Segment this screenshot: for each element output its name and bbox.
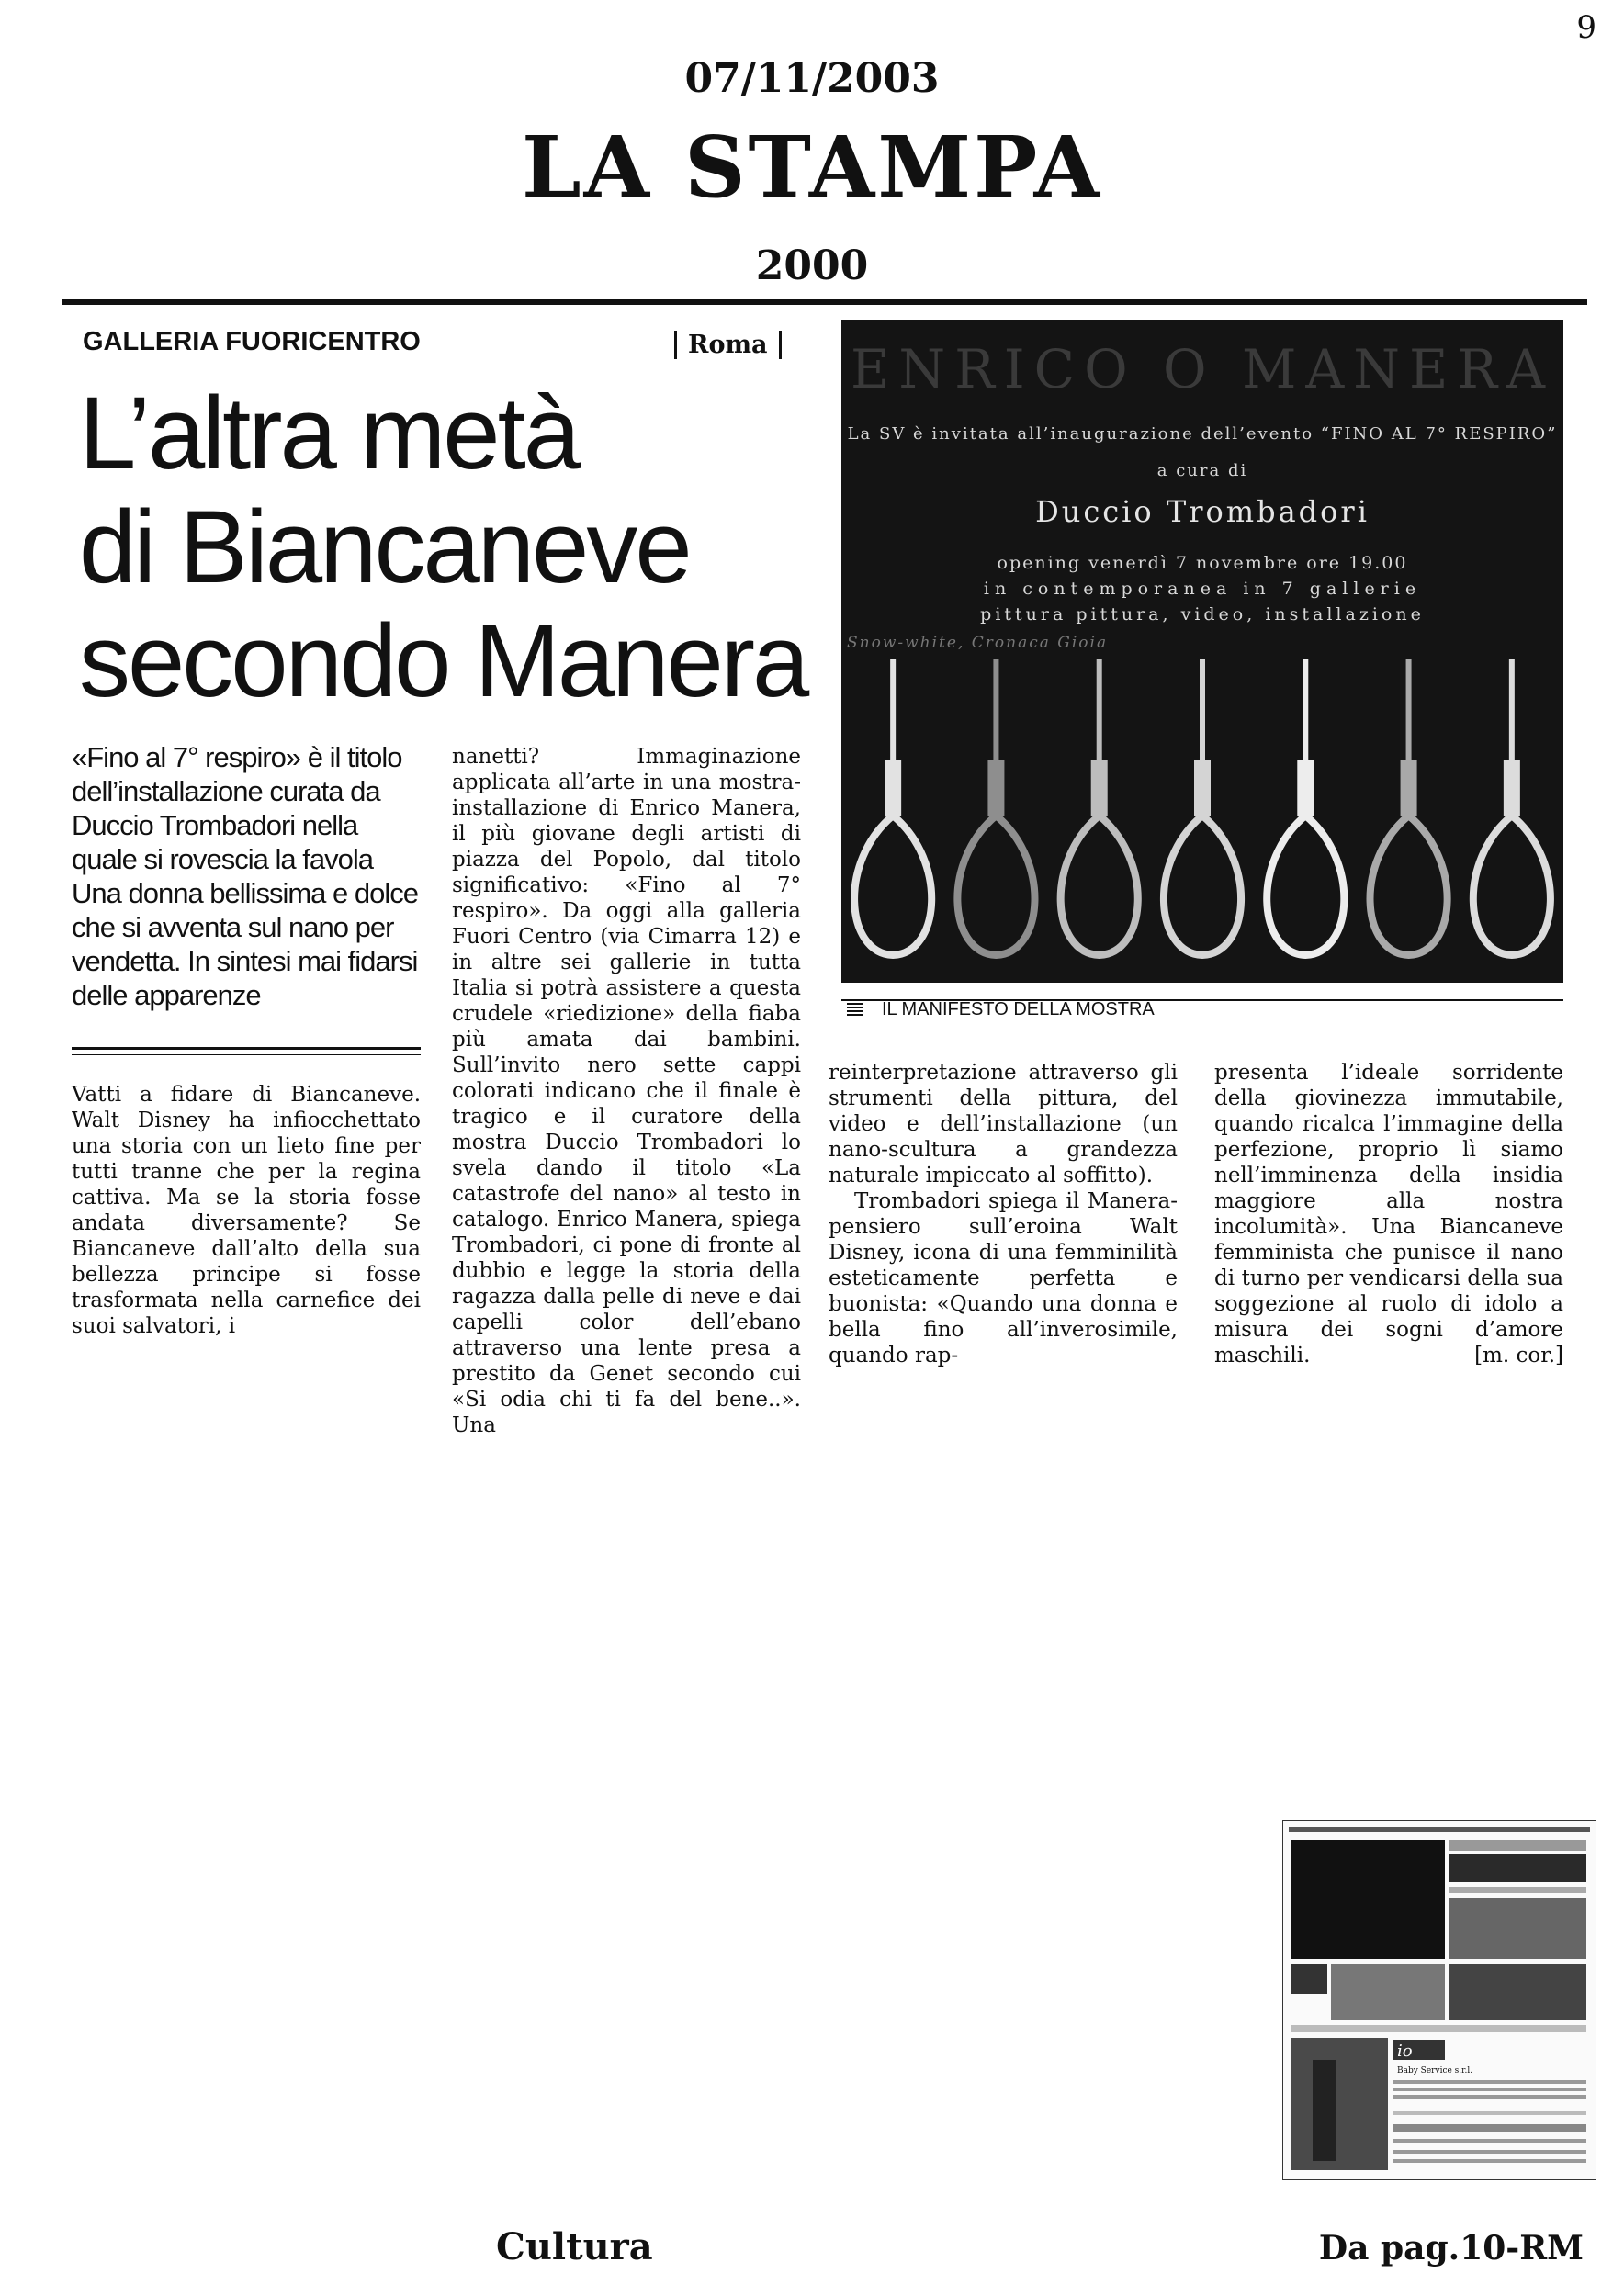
noose-shape bbox=[957, 659, 1034, 955]
noose-shape bbox=[1370, 659, 1448, 955]
headline-line: secondo Manera bbox=[79, 603, 807, 718]
header-rule bbox=[62, 299, 1587, 305]
body-paragraph: reinterpretazione attraverso gli strumenti della pittura, del video e dell’installazione (un nano-scultura a grandezza naturale impiccato al soffitto). bbox=[829, 1061, 1178, 1187]
nooses-illustration bbox=[841, 659, 1563, 983]
body-paragraph: Trombadori spiega il Manera-pensiero sull’eroina Walt Disney, icona di una femminilità esteticamente perfetta e buonista: «Quando una donna e bella fino all’inverosimile, quando rap- bbox=[829, 1189, 1178, 1367]
body-paragraph bbox=[1214, 1060, 1563, 1368]
poster-curator: Duccio Trombadori bbox=[1035, 494, 1370, 529]
article-lead: «Fino al 7° respiro» è il titolo dell’installazione curata da Duccio Trombadori nella quale si rovescia la favola Una donna bellissima e dolce che si avventa sul nano per vendetta. In sintesi mai fidarsi delle apparenze bbox=[72, 741, 418, 1011]
page-number: 9 bbox=[1576, 9, 1596, 46]
article-dateline: Roma bbox=[674, 331, 782, 359]
newspaper-masthead: LA STAMPA bbox=[521, 118, 1103, 217]
poster-media: pittura pittura, video, installazione bbox=[980, 604, 1425, 625]
body-column-1 bbox=[72, 1082, 421, 1339]
body-column-3 bbox=[829, 1060, 1178, 1368]
body-paragraph: Vatti a fidare di Biancaneve. Walt Disney ha infiocchettato una storia con un lieto fine per tutti tranne che per la regina cattiva. Ma se la storia fosse andata diversamente? Se Biancaneve dall’alto della sua bellezza principe si fosse trasformata nella carnefice dei suoi salvatori, i bbox=[72, 1083, 421, 1338]
thumbnail-company: Baby Service s.r.l. bbox=[1397, 2066, 1473, 2076]
noose-shape bbox=[854, 659, 931, 955]
publication-date: 07/11/2003 bbox=[684, 55, 940, 102]
edition-year: 2000 bbox=[755, 242, 869, 289]
article-kicker: GALLERIA FUORICENTRO bbox=[83, 327, 421, 356]
article-headline bbox=[79, 377, 841, 718]
poster-opening: opening venerdì 7 novembre ore 19.00 bbox=[997, 553, 1408, 573]
image-caption: IL MANIFESTO DELLA MOSTRA bbox=[882, 999, 1155, 1019]
body-text: presenta l’ideale sorridente della giovinezza immutabile, quando ricalca l’immagine della perfezione, proprio lì siamo nell’imminenza della insidia maggiore alla nostra incolumità». Una Biancaneve femminista che punisce il nano di turno per vendicarsi della sua soggezione al ruolo di idolo a misura dei sogni d’amore maschili. bbox=[1214, 1061, 1563, 1367]
lead-divider-thin bbox=[72, 1054, 421, 1055]
page-reference: Da pag.10-RM bbox=[1318, 2229, 1584, 2268]
body-column-2 bbox=[452, 744, 801, 1438]
poster-curated-by: a cura di bbox=[1156, 461, 1248, 480]
poster-venues: in contemporanea in 7 gallerie bbox=[983, 579, 1422, 599]
headline-line: L’altra metà bbox=[79, 376, 578, 490]
noose-shape bbox=[1267, 659, 1344, 955]
body-paragraph: nanetti? Immaginazione applicata all’arte in una mostra-installazione di Enrico Manera, il più giovane degli artisti di piazza del Popolo, dal titolo significativo: «Fino al 7° respiro». Da oggi alla galleria Fuori Centro (via Cimarra 12) e in altre sei gallerie in tutta Italia si potrà assistere a questa crudele «riedizione» della fiaba più amata dai bambini. Sull’invito nero sette cappi colorati indicano che il finale è tragico e il curatore della mostra Duccio Trombadori lo svela dando il titolo «La catastrofe del nano» al testo in catalogo. Enrico Manera, spiega Trombadori, ci pone di fronte al dubbio e legge la storia della ragazza dalla pelle di neve e dai capelli color dell’ebano attraverso una lente presa a prestito da Genet secondo cui «Si odia chi ti fa del bene..». Una bbox=[452, 745, 801, 1437]
author-signature: [m. cor.] bbox=[1474, 1344, 1563, 1367]
headline-line: di Biancaneve bbox=[79, 490, 690, 604]
noose-shape bbox=[1061, 659, 1138, 955]
thumbnail-logo: io bbox=[1397, 2042, 1413, 2061]
lead-divider bbox=[72, 1047, 421, 1050]
exhibition-poster-image bbox=[841, 320, 1563, 983]
poster-invite-text: La SV è invitata all’inaugurazione dell’evento “FINO AL 7° RESPIRO” bbox=[847, 424, 1558, 444]
caption-marker-icon bbox=[847, 1003, 863, 1018]
noose-shape bbox=[1164, 659, 1241, 955]
page-thumbnail-image bbox=[1282, 1820, 1596, 2180]
section-name: Cultura bbox=[496, 2225, 653, 2268]
noose-shape bbox=[1473, 659, 1551, 955]
thumbnail-layout bbox=[1283, 1821, 1596, 2179]
poster-credit: Snow-white, Cronaca Gioia bbox=[847, 634, 1109, 652]
poster-title: ENRICO O MANERA bbox=[851, 338, 1554, 400]
body-column-4 bbox=[1214, 1060, 1563, 1368]
